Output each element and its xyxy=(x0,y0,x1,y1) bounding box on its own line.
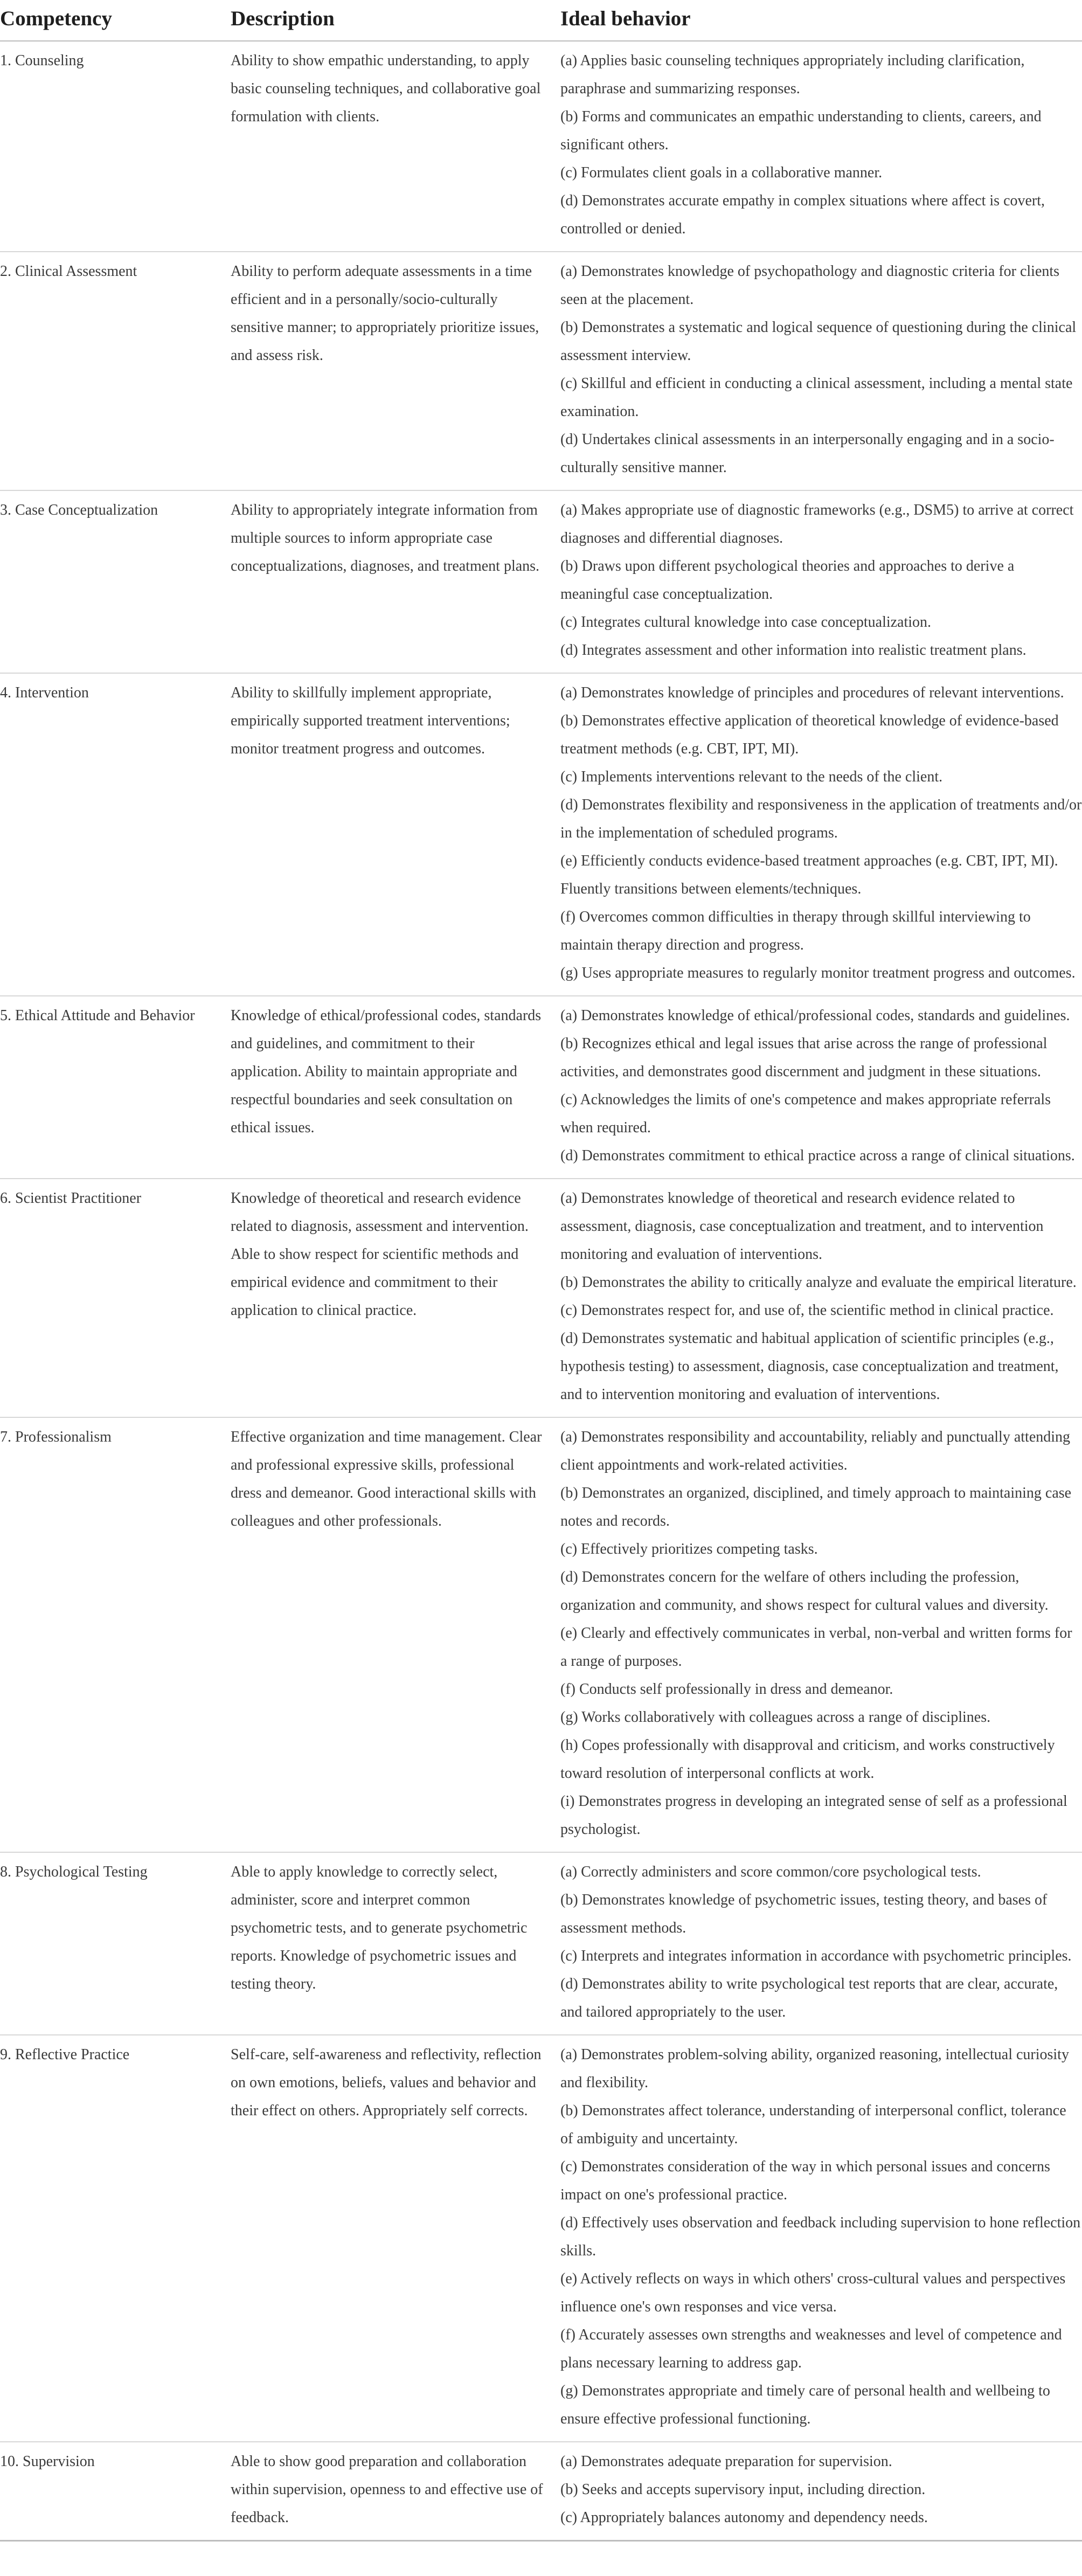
description-cell: Ability to perform adequate assessments in a time efficient and in a personally/socio-culturally sensitive manner; to appropriately prioritize issues, and assess risk. xyxy=(231,252,560,490)
competency-cell: 5. Ethical Attitude and Behavior xyxy=(0,996,231,1179)
behavior-item: (h) Copes professionally with disapproval and criticism, and works constructively toward resolution of interpersonal conflicts at work. xyxy=(560,1737,1055,1782)
behavior-item: (a) Demonstrates knowledge of theoretical and research evidence related to assessment, diagnosis, case conceptualization and treatment, and to intervention monitoring and evaluation of interventions. xyxy=(560,1190,1044,1263)
behavior-item: (d) Demonstrates flexibility and responsiveness in the application of treatments and/or in the implementation of scheduled programs. xyxy=(560,797,1082,841)
ideal-behavior-cell xyxy=(560,1179,1082,1417)
behavior-item: (f) Overcomes common difficulties in therapy through skillful interviewing to maintain therapy direction and progress. xyxy=(560,909,1031,953)
table-row xyxy=(0,252,1082,490)
behavior-item: (a) Demonstrates knowledge of ethical/professional codes, standards and guidelines. xyxy=(560,1007,1070,1024)
behavior-item: (b) Demonstrates an organized, disciplined, and timely approach to maintaining case notes and records. xyxy=(560,1485,1072,1529)
behavior-item: (c) Formulates client goals in a collaborative manner. xyxy=(560,164,883,181)
behavior-item: (a) Demonstrates adequate preparation for supervision. xyxy=(560,2453,892,2470)
description-cell: Ability to appropriately integrate information from multiple sources to inform appropriate case conceptualizations, diagnoses, and treatment plans. xyxy=(231,490,560,673)
ideal-behavior-cell xyxy=(560,673,1082,996)
behavior-item: (a) Demonstrates knowledge of principles and procedures of relevant interventions. xyxy=(560,684,1064,701)
ideal-behavior-cell xyxy=(560,1852,1082,2035)
description-cell: Able to apply knowledge to correctly select, administer, score and interpret common psychometric tests, and to generate psychometric reports. Knowledge of psychometric issues and testing theory. xyxy=(231,1852,560,2035)
behavior-item: (g) Works collaboratively with colleagues across a range of disciplines. xyxy=(560,1709,991,1726)
table-row xyxy=(0,996,1082,1179)
behavior-item: (b) Demonstrates knowledge of psychometric issues, testing theory, and bases of assessment methods. xyxy=(560,1892,1048,1936)
header-description: Description xyxy=(231,0,560,41)
behavior-item: (a) Applies basic counseling techniques appropriately including clarification, paraphrase and summarizing responses. xyxy=(560,52,1025,97)
behavior-item: (d) Demonstrates systematic and habitual application of scientific principles (e.g., hypothesis testing) to assessment, diagnosis, case conceptualization and treatment, and to intervention monitoring and evaluation of interventions. xyxy=(560,1330,1059,1403)
behavior-item: (d) Effectively uses observation and feedback including supervision to hone reflection skills. xyxy=(560,2214,1081,2259)
competency-cell: 8. Psychological Testing xyxy=(0,1852,231,2035)
ideal-behavior-cell xyxy=(560,2442,1082,2541)
ideal-behavior-cell xyxy=(560,490,1082,673)
competency-cell: 4. Intervention xyxy=(0,673,231,996)
ideal-behavior-cell xyxy=(560,252,1082,490)
description-cell: Knowledge of theoretical and research evidence related to diagnosis, assessment and intervention. Able to show respect for scientific methods and empirical evidence and commitment to their application to clinical practice. xyxy=(231,1179,560,1417)
behavior-item: (a) Demonstrates responsibility and accountability, reliably and punctually attending client appointments and work-related activities. xyxy=(560,1429,1071,1473)
description-cell: Effective organization and time management. Clear and professional expressive skills, professional dress and demeanor. Good interactional skills with colleagues and other professionals. xyxy=(231,1417,560,1852)
description-cell: Self-care, self-awareness and reflectivity, reflection on own emotions, beliefs, values and behavior and their effect on others. Appropriately self corrects. xyxy=(231,2035,560,2442)
behavior-item: (d) Demonstrates accurate empathy in complex situations where affect is covert, controlled or denied. xyxy=(560,192,1045,237)
table-row xyxy=(0,673,1082,996)
behavior-item: (d) Demonstrates commitment to ethical practice across a range of clinical situations. xyxy=(560,1147,1075,1164)
behavior-item: (d) Integrates assessment and other information into realistic treatment plans. xyxy=(560,642,1026,659)
behavior-item: (a) Correctly administers and score common/core psychological tests. xyxy=(560,1864,981,1880)
behavior-item: (f) Conducts self professionally in dress and demeanor. xyxy=(560,1681,893,1698)
table-body xyxy=(0,41,1082,2541)
table-row xyxy=(0,2442,1082,2541)
table-row xyxy=(0,490,1082,673)
behavior-item: (c) Skillful and efficient in conducting a clinical assessment, including a mental state examination. xyxy=(560,375,1073,420)
behavior-item: (c) Implements interventions relevant to the needs of the client. xyxy=(560,768,943,785)
behavior-item: (c) Demonstrates consideration of the way in which personal issues and concerns impact on one's professional practice. xyxy=(560,2158,1050,2203)
behavior-item: (g) Demonstrates appropriate and timely care of personal health and wellbeing to ensure effective professional functioning. xyxy=(560,2383,1050,2427)
behavior-item: (e) Efficiently conducts evidence-based treatment approaches (e.g. CBT, IPT, MI). Fluently transitions between elements/techniques. xyxy=(560,853,1058,897)
behavior-item: (a) Demonstrates knowledge of psychopathology and diagnostic criteria for clients seen at the placement. xyxy=(560,263,1060,308)
behavior-item: (c) Integrates cultural knowledge into case conceptualization. xyxy=(560,614,932,631)
behavior-item: (c) Interprets and integrates information in accordance with psychometric principles. xyxy=(560,1948,1072,1964)
header-ideal-behavior: Ideal behavior xyxy=(560,0,1082,41)
behavior-item: (f) Accurately assesses own strengths and weaknesses and level of competence and plans necessary learning to address gap. xyxy=(560,2326,1062,2371)
table-row xyxy=(0,41,1082,252)
behavior-item: (d) Demonstrates concern for the welfare of others including the profession, organization and community, and shows respect for cultural values and diversity. xyxy=(560,1569,1049,1614)
ideal-behavior-cell xyxy=(560,996,1082,1179)
behavior-item: (e) Actively reflects on ways in which others' cross-cultural values and perspectives influence one's own responses and vice versa. xyxy=(560,2270,1066,2315)
behavior-item: (b) Draws upon different psychological theories and approaches to derive a meaningful case conceptualization. xyxy=(560,558,1015,603)
behavior-item: (d) Undertakes clinical assessments in an interpersonally engaging and in a socio-culturally sensitive manner. xyxy=(560,431,1055,476)
competency-cell: 6. Scientist Practitioner xyxy=(0,1179,231,1417)
header-row xyxy=(0,0,1082,41)
competency-cell: 10. Supervision xyxy=(0,2442,231,2541)
table-row xyxy=(0,1417,1082,1852)
competency-cell: 1. Counseling xyxy=(0,41,231,252)
behavior-item: (e) Clearly and effectively communicates in verbal, non-verbal and written forms for a range of purposes. xyxy=(560,1625,1072,1670)
behavior-item: (i) Demonstrates progress in developing an integrated sense of self as a professional psychologist. xyxy=(560,1793,1067,1838)
behavior-item: (b) Demonstrates the ability to critically analyze and evaluate the empirical literature. xyxy=(560,1274,1077,1291)
description-cell: Knowledge of ethical/professional codes, standards and guidelines, and commitment to their application. Ability to maintain appropriate and respectful boundaries and seek consultation on ethical issues. xyxy=(231,996,560,1179)
description-cell: Able to show good preparation and collaboration within supervision, openness to and effective use of feedback. xyxy=(231,2442,560,2541)
table-row xyxy=(0,1179,1082,1417)
behavior-item: (b) Demonstrates effective application of theoretical knowledge of evidence-based treatment methods (e.g. CBT, IPT, MI). xyxy=(560,712,1059,757)
description-cell: Ability to show empathic understanding, to apply basic counseling techniques, and collaborative goal formulation with clients. xyxy=(231,41,560,252)
ideal-behavior-cell xyxy=(560,41,1082,252)
behavior-item: (c) Appropriately balances autonomy and dependency needs. xyxy=(560,2509,928,2526)
behavior-item: (c) Acknowledges the limits of one's competence and makes appropriate referrals when required. xyxy=(560,1091,1051,1136)
behavior-item: (a) Makes appropriate use of diagnostic frameworks (e.g., DSM5) to arrive at correct diagnoses and differential diagnoses. xyxy=(560,502,1074,546)
behavior-item: (b) Demonstrates affect tolerance, understanding of interpersonal conflict, tolerance of ambiguity and uncertainty. xyxy=(560,2102,1066,2147)
behavior-item: (b) Demonstrates a systematic and logical sequence of questioning during the clinical assessment interview. xyxy=(560,319,1077,364)
ideal-behavior-cell xyxy=(560,2035,1082,2442)
competency-cell: 9. Reflective Practice xyxy=(0,2035,231,2442)
competency-cell: 7. Professionalism xyxy=(0,1417,231,1852)
competency-cell: 2. Clinical Assessment xyxy=(0,252,231,490)
description-cell: Ability to skillfully implement appropriate, empirically supported treatment interventions; monitor treatment progress and outcomes. xyxy=(231,673,560,996)
behavior-item: (b) Forms and communicates an empathic understanding to clients, careers, and significant others. xyxy=(560,108,1042,153)
behavior-item: (g) Uses appropriate measures to regularly monitor treatment progress and outcomes. xyxy=(560,965,1076,981)
behavior-item: (b) Seeks and accepts supervisory input, including direction. xyxy=(560,2481,926,2498)
behavior-item: (c) Demonstrates respect for, and use of, the scientific method in clinical practice. xyxy=(560,1302,1054,1319)
header-competency: Competency xyxy=(0,0,231,41)
behavior-item: (a) Demonstrates problem-solving ability, organized reasoning, intellectual curiosity and flexibility. xyxy=(560,2046,1069,2091)
competency-cell: 3. Case Conceptualization xyxy=(0,490,231,673)
table-row xyxy=(0,1852,1082,2035)
ideal-behavior-cell xyxy=(560,1417,1082,1852)
behavior-item: (d) Demonstrates ability to write psychological test reports that are clear, accurate, and tailored appropriately to the user. xyxy=(560,1976,1058,2020)
table-row xyxy=(0,2035,1082,2442)
behavior-item: (c) Effectively prioritizes competing tasks. xyxy=(560,1541,818,1557)
behavior-item: (b) Recognizes ethical and legal issues that arise across the range of professional activities, and demonstrates good discernment and judgment in these situations. xyxy=(560,1035,1048,1080)
